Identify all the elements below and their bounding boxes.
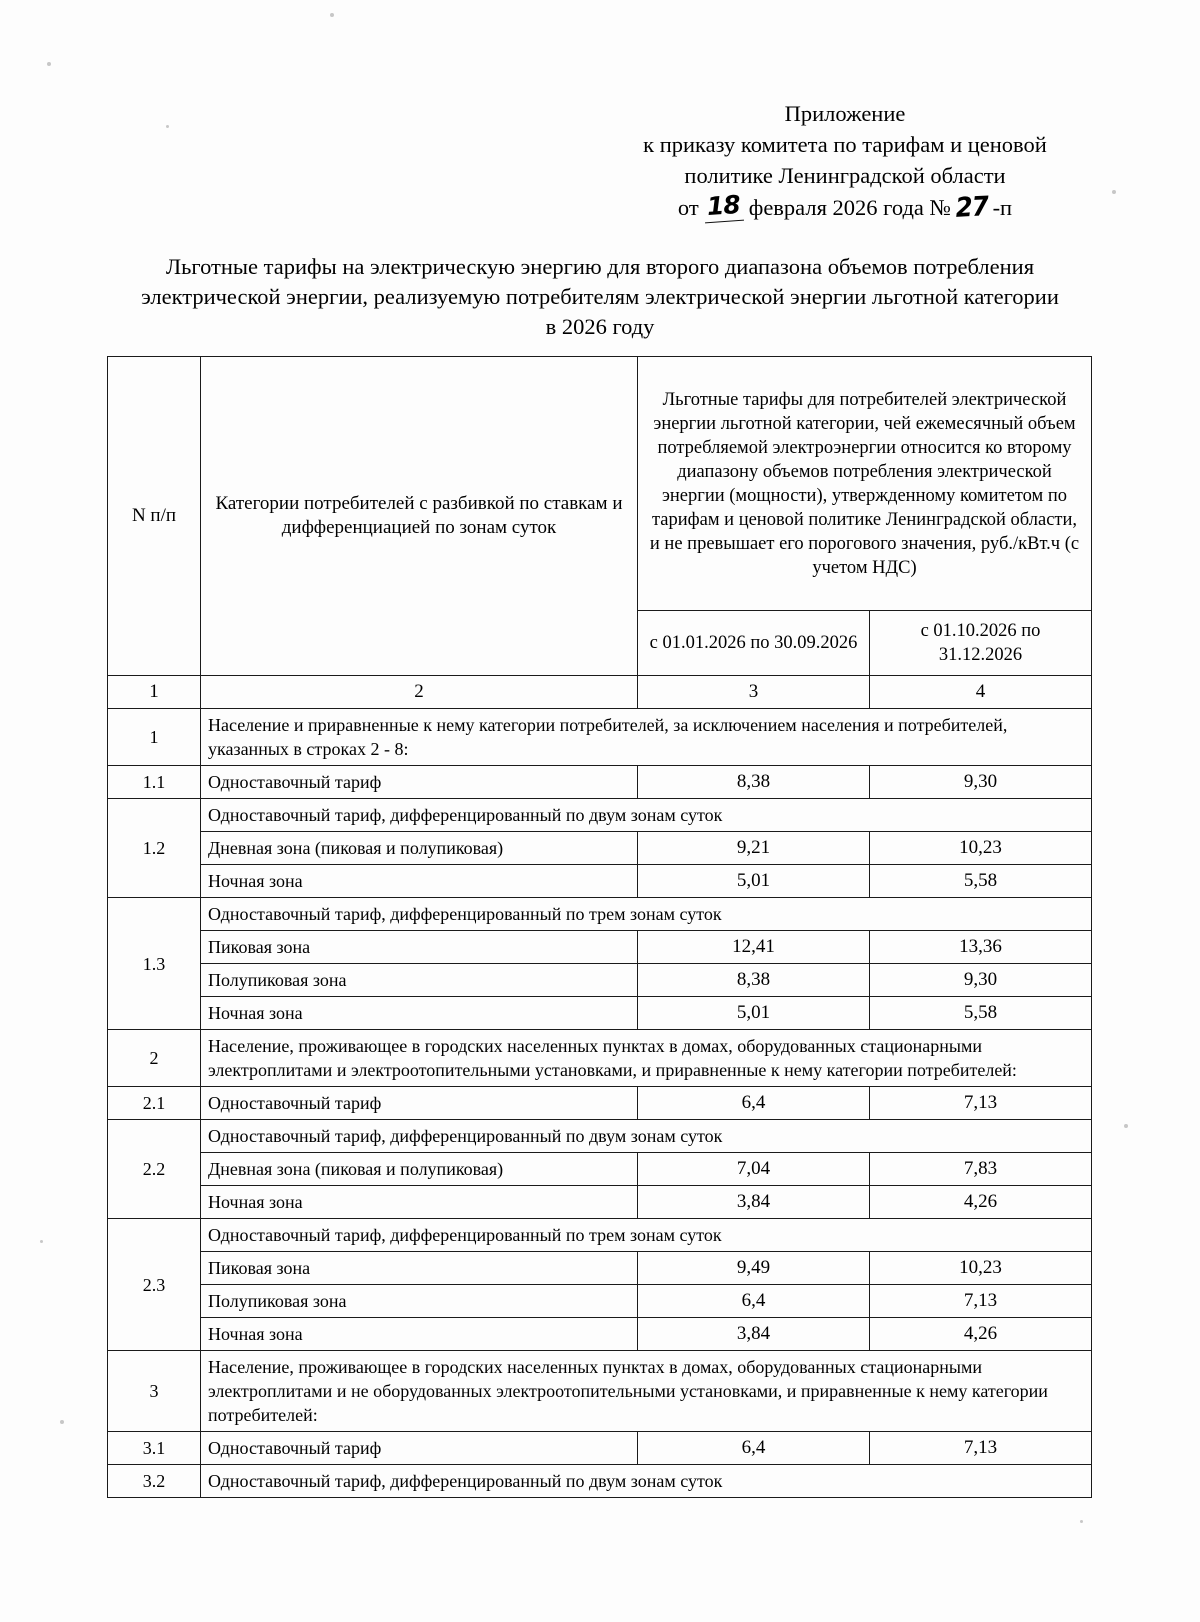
row-description: Ночная зона — [201, 997, 638, 1030]
row-description: Пиковая зона — [201, 931, 638, 964]
table-row — [108, 898, 1092, 931]
order-suffix: -п — [992, 195, 1013, 220]
table-row — [108, 1318, 1092, 1351]
scan-speckle — [60, 1420, 64, 1424]
table-row — [108, 1120, 1092, 1153]
row-description: Дневная зона (пиковая и полупиковая) — [201, 832, 638, 865]
row-description: Полупиковая зона — [201, 1285, 638, 1318]
header-line-order-ref: к приказу комитета по тарифам и ценовой — [643, 132, 1047, 157]
table-row — [108, 799, 1092, 832]
row-description: Население и приравненные к нему категории потребителей, за исключением населения и потребителей, указанных в строках 2 - 8: — [201, 709, 1092, 766]
row-description: Одноставочный тариф — [201, 766, 638, 799]
tariff-value-period-2: 9,30 — [870, 964, 1092, 997]
table-row — [108, 1030, 1092, 1087]
scan-speckle — [1112, 190, 1116, 194]
tariff-value-period-2: 4,26 — [870, 1186, 1092, 1219]
handwritten-order-number: 27 — [954, 191, 989, 224]
column-number-row — [108, 676, 1092, 709]
row-description: Ночная зона — [201, 1186, 638, 1219]
tariff-value-period-1: 12,41 — [638, 931, 870, 964]
document-title — [120, 252, 1080, 342]
row-number: 2 — [108, 1030, 201, 1087]
header-line-appendix: Приложение — [784, 101, 906, 126]
row-description: Население, проживающее в городских населенных пунктах в домах, оборудованных стационарными электроплитами и не оборудованных электроотопительными установками, и приравненные к нему категории потребителей: — [201, 1351, 1092, 1432]
table-row — [108, 1087, 1092, 1120]
row-description: Пиковая зона — [201, 1252, 638, 1285]
row-number: 1 — [108, 709, 201, 766]
scan-speckle — [166, 125, 169, 128]
tariff-value-period-2: 7,13 — [870, 1285, 1092, 1318]
table-row — [108, 1252, 1092, 1285]
header-cell-period-2: с 01.10.2026 по 31.12.2026 — [870, 611, 1092, 676]
row-number: 1.3 — [108, 898, 201, 1030]
handwritten-day: 18 — [703, 189, 744, 224]
tariff-value-period-1: 6,4 — [638, 1432, 870, 1465]
date-month-year: февраля 2026 года № — [748, 195, 951, 220]
tariff-value-period-1: 6,4 — [638, 1285, 870, 1318]
tariff-value-period-1: 9,49 — [638, 1252, 870, 1285]
table-row — [108, 997, 1092, 1030]
document-header — [600, 98, 1090, 223]
scan-speckle — [330, 13, 334, 17]
row-description: Дневная зона (пиковая и полупиковая) — [201, 1153, 638, 1186]
row-description: Полупиковая зона — [201, 964, 638, 997]
table-row — [108, 1285, 1092, 1318]
row-description: Одноставочный тариф, дифференцированный по двум зонам суток — [201, 1465, 1092, 1498]
header-line-date — [600, 191, 1090, 223]
tariff-value-period-1: 3,84 — [638, 1186, 870, 1219]
title-line-3: в 2026 году — [545, 314, 655, 339]
scan-speckle — [1080, 1520, 1083, 1523]
row-number: 2.3 — [108, 1219, 201, 1351]
column-number-3: 3 — [638, 676, 870, 709]
table-header-row — [108, 357, 1092, 611]
table-row — [108, 1432, 1092, 1465]
header-cell-np: N п/п — [108, 357, 201, 676]
row-description: Ночная зона — [201, 865, 638, 898]
row-number: 2.2 — [108, 1120, 201, 1219]
table-row — [108, 1186, 1092, 1219]
tariff-value-period-2: 10,23 — [870, 832, 1092, 865]
row-group-caption: Одноставочный тариф, дифференцированный по трем зонам суток — [201, 898, 1092, 931]
tariff-value-period-2: 10,23 — [870, 1252, 1092, 1285]
row-number: 3 — [108, 1351, 201, 1432]
table-row — [108, 1465, 1092, 1498]
table-row — [108, 1219, 1092, 1252]
tariff-table — [107, 356, 1092, 1498]
row-group-caption: Одноставочный тариф, дифференцированный по трем зонам суток — [201, 1219, 1092, 1252]
tariff-value-period-2: 5,58 — [870, 997, 1092, 1030]
tariff-value-period-2: 9,30 — [870, 766, 1092, 799]
tariff-table-body — [108, 357, 1092, 1498]
row-number: 2.1 — [108, 1087, 201, 1120]
column-number-4: 4 — [870, 676, 1092, 709]
row-description: Одноставочный тариф — [201, 1087, 638, 1120]
tariff-value-period-1: 7,04 — [638, 1153, 870, 1186]
tariff-value-period-1: 3,84 — [638, 1318, 870, 1351]
table-row — [108, 832, 1092, 865]
table-row — [108, 1153, 1092, 1186]
header-cell-tariffs: Льготные тарифы для потребителей электрической энергии льготной категории, чей ежемесячный объем потребляемой электроэнергии относится ко второму диапазону объемов потребления электрической энергии (мощности), утвержденному комитетом по тарифам и ценовой политике Ленинградской области, и не превышает его порогового значения, руб./кВт.ч (с учетом НДС) — [638, 357, 1092, 611]
header-cell-period-1: с 01.01.2026 по 30.09.2026 — [638, 611, 870, 676]
tariff-value-period-1: 9,21 — [638, 832, 870, 865]
scan-speckle — [47, 62, 51, 66]
tariff-value-period-2: 4,26 — [870, 1318, 1092, 1351]
tariff-value-period-2: 13,36 — [870, 931, 1092, 964]
tariff-value-period-1: 5,01 — [638, 865, 870, 898]
tariff-value-period-1: 8,38 — [638, 766, 870, 799]
title-line-1: Льготные тарифы на электрическую энергию для второго диапазона объемов потребления — [165, 254, 1035, 279]
tariff-value-period-2: 7,13 — [870, 1432, 1092, 1465]
header-cell-categories: Категории потребителей с разбивкой по ставкам и дифференциацией по зонам суток — [201, 357, 638, 676]
column-number-1: 1 — [108, 676, 201, 709]
table-row — [108, 766, 1092, 799]
title-line-2: электрической энергии, реализуемую потребителям электрической энергии льготной категории — [141, 284, 1059, 309]
row-group-caption: Одноставочный тариф, дифференцированный по двум зонам суток — [201, 799, 1092, 832]
table-row — [108, 931, 1092, 964]
scan-speckle — [40, 1240, 43, 1243]
header-line-region: политике Ленинградской области — [684, 163, 1006, 188]
column-number-2: 2 — [201, 676, 638, 709]
tariff-value-period-1: 8,38 — [638, 964, 870, 997]
tariff-value-period-2: 7,83 — [870, 1153, 1092, 1186]
row-description: Население, проживающее в городских населенных пунктах в домах, оборудованных стационарными электроплитами и электроотопительными установками, и приравненные к нему категории потребителей: — [201, 1030, 1092, 1087]
tariff-value-period-1: 5,01 — [638, 997, 870, 1030]
row-group-caption: Одноставочный тариф, дифференцированный по двум зонам суток — [201, 1120, 1092, 1153]
table-row — [108, 709, 1092, 766]
tariff-table-container — [107, 356, 1091, 1498]
row-number: 1.1 — [108, 766, 201, 799]
table-row — [108, 964, 1092, 997]
row-number: 3.2 — [108, 1465, 201, 1498]
date-prefix: от — [677, 195, 699, 220]
tariff-value-period-2: 5,58 — [870, 865, 1092, 898]
row-description: Ночная зона — [201, 1318, 638, 1351]
tariff-value-period-2: 7,13 — [870, 1087, 1092, 1120]
table-row — [108, 865, 1092, 898]
table-row — [108, 1351, 1092, 1432]
tariff-value-period-1: 6,4 — [638, 1087, 870, 1120]
scan-speckle — [1124, 1124, 1128, 1128]
row-number: 3.1 — [108, 1432, 201, 1465]
row-description: Одноставочный тариф — [201, 1432, 638, 1465]
row-number: 1.2 — [108, 799, 201, 898]
